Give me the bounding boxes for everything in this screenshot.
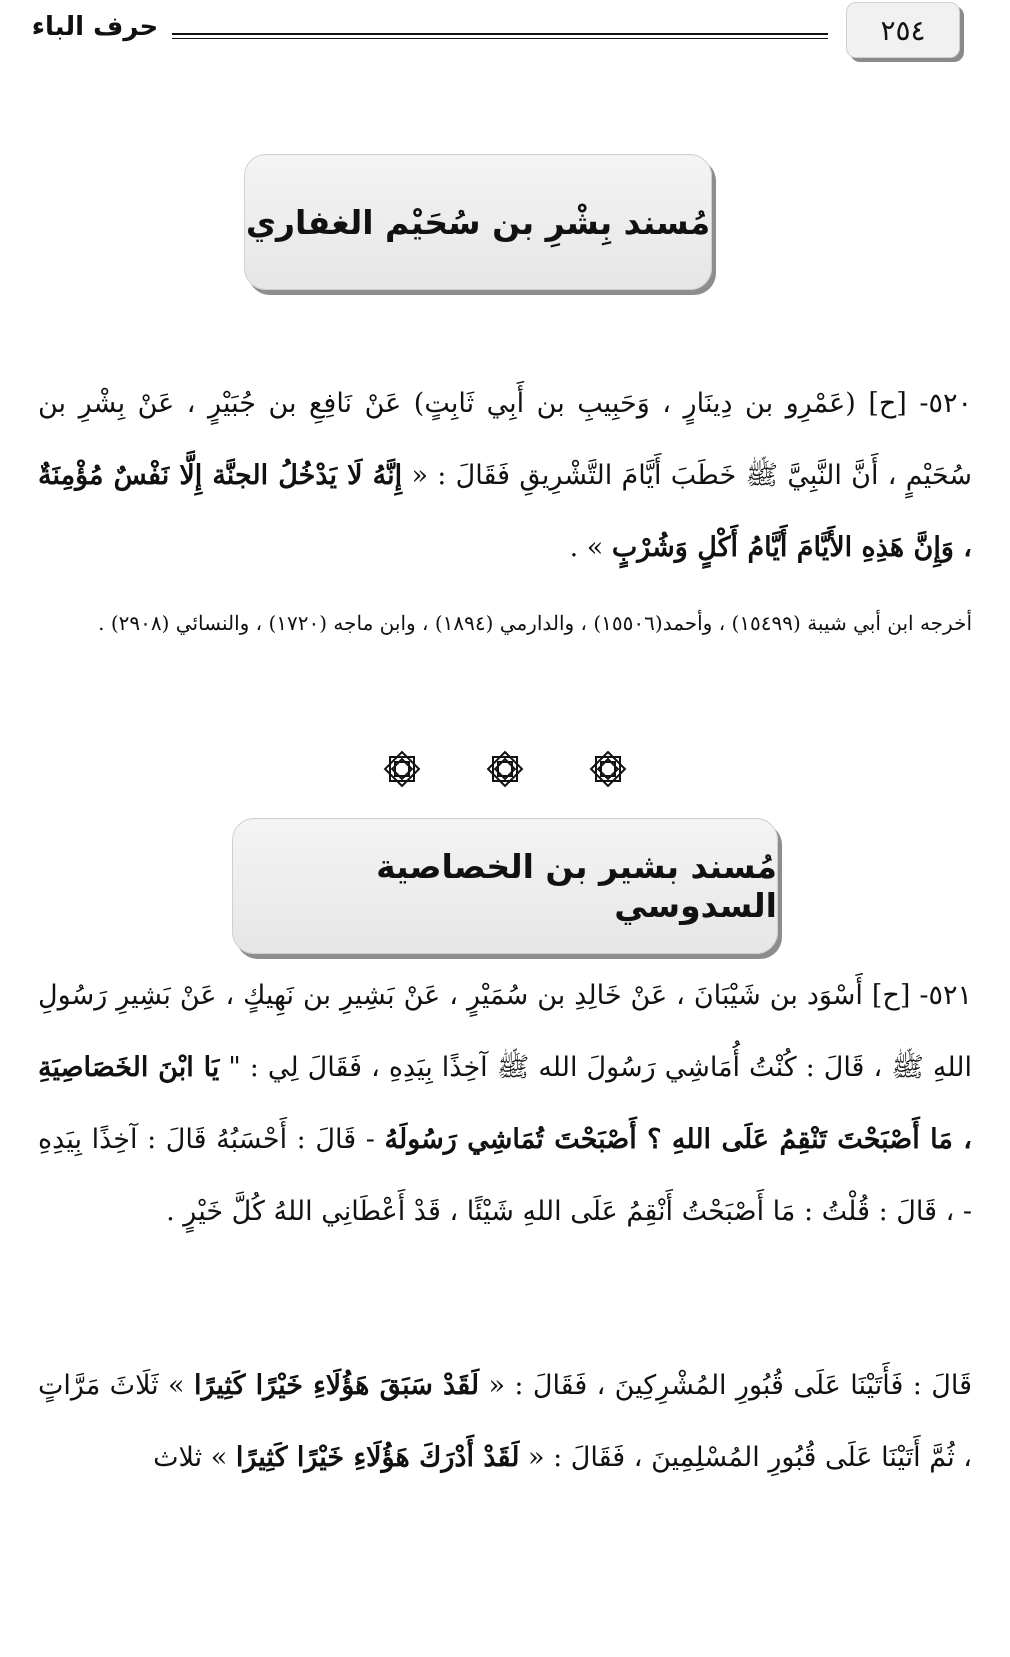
hadith-521-quote2: لَقَدْ سَبَقَ هَؤُلَاءِ خَيْرًا كَثِيرًا [193, 1370, 480, 1401]
page-header [0, 0, 1010, 70]
section-ornament [380, 746, 630, 792]
hadith-521-continued [38, 1350, 972, 1494]
hadith-521-part1: ٥٢١- [ح] أَسْوَد بن شَيْبَانَ ، عَنْ خَالِدِ بن سُمَيْرٍ ، عَنْ بَشِيرِ بن نَهِيكٍ ، عَنْ بَشِيرِ رَسُولِ اللهِ ﷺ ، قَالَ : كُنْتُ أُمَاشِي رَسُولَ الله ﷺ آخِذًا بِيَدِهِ ، فَقَالَ لِي : " [38, 980, 972, 1083]
hadith-520 [38, 368, 972, 584]
hadith-521 [38, 960, 972, 1248]
page-number: ٢٥٤ [846, 2, 960, 58]
hadith-521-cont-part1: قَالَ : فَأَتَيْنَا عَلَى قُبُورِ المُشْرِكِينَ ، فَقَالَ : « [488, 1370, 973, 1401]
section-title-2-text: مُسند بشير بن الخصاصية السدوسي [376, 847, 777, 925]
section-title-1-text: مُسند بِشْرِ بن سُحَيْم الغفاري [245, 202, 711, 242]
eight-point-star-icon [483, 747, 527, 791]
footnote-520: أخرجه ابن أبي شيبة (١٥٤٩٩) ، وأحمد(١٥٥٠٦) ، والدارمي (١٨٩٤) ، وابن ماجه (١٧٢٠) ، والنسائي (٢٩٠٨) . [98, 611, 972, 635]
hadith-520-opening: ٥٢٠- [ح] (عَمْرِو بن دِينَارٍ ، وَحَبِيبِ بن أَبِي ثَابِتٍ) عَنْ نَافِعِ بن جُبَيْرٍ ، عَنْ بِشْرِ بن سُحَيْمٍ ، أَنَّ النَّبِيَّ ﷺ خَطَبَ أَيَّامَ التَّشْرِيقِ فَقَالَ : « [38, 388, 972, 491]
hadith-521-quote1: يَا ابْنَ الخَصَاصِيَةِ ، مَا أَصْبَحْتَ تَنْقِمُ عَلَى اللهِ ؟ أَصْبَحْتَ تُمَاشِي رَسُولَهُ [38, 1052, 972, 1155]
hadith-521-part2: - قَالَ : أَحْسَبُهُ قَالَ : آخِذًا بِيَدِهِ - ، قَالَ : قُلْتُ : مَا أَصْبَحْتُ أَنْقِمُ عَلَى اللهِ شَيْئًا ، قَدْ أَعْطَانِي اللهُ كُلَّ خَيْرٍ . [38, 1124, 972, 1227]
hadith-521-quote3: لَقَدْ أَدْرَكَ هَؤُلَاءِ خَيْرًا كَثِيرًا [235, 1442, 520, 1473]
eight-point-star-icon [380, 747, 424, 791]
hadith-521-cont-part3: » ثلاث [153, 1442, 228, 1473]
header-rule [172, 33, 828, 39]
hadith-521-cont-part2: » ثَلَاثَ مَرَّاتٍ ، ثُمَّ أَتَيْنَا عَلَى قُبُورِ المُسْلِمِينَ ، فَقَالَ : « [38, 1370, 972, 1473]
hadith-520-closing: » . [569, 532, 604, 563]
section-title-1 [244, 154, 712, 290]
chapter-title: حرف الباء [31, 12, 159, 42]
hadith-520-quote: إِنَّهُ لَا يَدْخُلُ الجنَّة إِلَّا نَفْسٌ مُؤْمِنَةٌ ، وَإِنَّ هَذِهِ الأَيَّامَ أَيَّامُ أَكْلٍ وَشُرْبٍ [38, 460, 972, 563]
section-title-2 [232, 818, 778, 954]
eight-point-star-icon [586, 747, 630, 791]
